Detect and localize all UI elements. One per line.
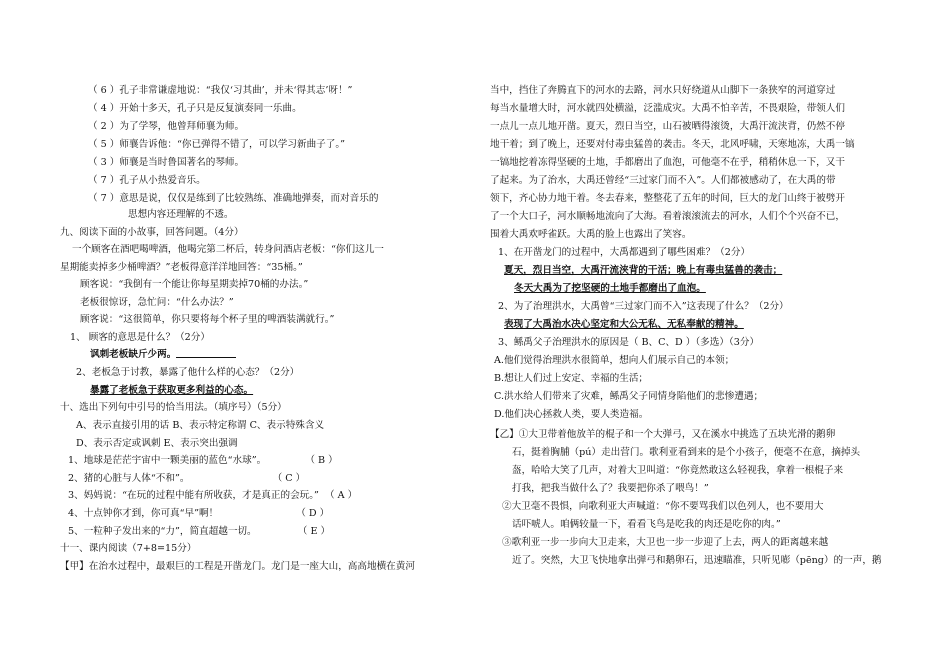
question-11-3: 3、鲧禹父子治理洪水的原因是（ B、C、D ）（多选）（3分） — [498, 337, 760, 348]
answer-9-2: 暴露了老板急于获取更多利益的心态。 — [90, 385, 254, 396]
passage-jia-line: 当中，挡住了奔腾直下的河水的去路，河水只好绕道从山脚下一条狭窄的河道穿过 — [490, 85, 836, 96]
order-item-4: （ 5 ）师襄告诉他：“你已弹得不错了，可以学习新曲子了。” — [88, 139, 346, 150]
quote-item-1: 1、地球是茫茫宇宙中一颗美丽的蓝色“水球”。 （ B ） — [68, 455, 338, 466]
story-line-2: 星期能卖掉多少桶啤酒？”老板得意洋洋地回答：“35桶。” — [60, 262, 303, 273]
order-item-7-cont: 思想内容还理解的不透。 — [128, 209, 234, 220]
option-d: D.他们决心拯救人类，要人类造福。 — [494, 409, 649, 420]
question-9-1: 1、 顾客的意思是什么？（2分） — [70, 332, 210, 343]
order-item-7: （ 7 ）意思是说，仅仅是练到了比较熟练、准确地弹奏，而对音乐的 — [88, 193, 379, 204]
passage-jia-line: 围着大禹欢呼雀跃。大禹的脸上也露出了笑容。 — [490, 229, 692, 240]
section-10-title: 十、选出下列句中引号的恰当用法。（填序号）（5分） — [60, 402, 287, 413]
passage-jia-line: 地干着；到了晚上，还要对付毒虫猛兽的袭击。冬天，北风呼啸，天寒地冻，大禹一镐 — [490, 139, 855, 150]
section-11-title: 十一、课内阅读（7+8=15分） — [60, 543, 197, 554]
story-line-5: 顾客说：“这很简单，你只要将每个杯子里的啤酒装满就行。” — [80, 314, 335, 325]
section-10-options-1: A、表示直接引用的话 B、表示特定称谓 C、表示特殊含义 — [76, 420, 325, 431]
answer-11-1a: 夏天，烈日当空，大禹汗流浃背的干活；晚上有毒虫猛兽的袭击； — [504, 265, 783, 276]
passage-jia-line: 了一个大口子，河水顺畅地流向了大海。看着滚滚流去的河水，人们个个兴奋不已， — [490, 211, 845, 222]
option-a: A.他们觉得治理洪水很简单，想向人们展示自己的本领； — [494, 355, 735, 366]
answer-11-1b: 冬天大禹为了挖坚硬的土地手都磨出了血泡。 — [514, 283, 706, 294]
answer-9-1: 讽刺老板缺斤少两。 — [90, 347, 236, 362]
passage-yi-line: ③歌利亚一步一步向大卫走来，大卫也一步一步迎了上去，两人的距离越来越 — [502, 537, 829, 548]
quote-item-5: 5、一粒种子发出来的“力”，简直超越一切。 （ E ） — [68, 526, 331, 537]
answer-11-2: 表现了大禹治水决心坚定和大公无私、无私奉献的精神。 — [504, 319, 744, 330]
passage-yi-line: 【乙】①大卫带着他放羊的棍子和一个大弹弓，又在溪水中挑选了五块光滑的鹅卵 — [490, 429, 836, 440]
question-11-2: 2、为了治理洪水，大禹曾“三过家门而不入”这表现了什么？（2分） — [498, 301, 789, 312]
passage-jia-line: 了起来。为了治水，大禹还曾经“三过家门而不入”。人们都被感动了，在大禹的带 — [490, 175, 836, 186]
order-item-2: （ 4 ）开始十多天，孔子只是反复演奏同一乐曲。 — [88, 103, 302, 114]
passage-jia-start: 【甲】在治水过程中，最艰巨的工程是开凿龙门。龙门是一座大山，高高地横在黄河 — [60, 561, 415, 572]
passage-yi-line: 打我，把我当做什么了？我要把你杀了喂鸟！” — [512, 483, 709, 494]
quote-item-3: 3、妈妈说：“在玩的过程中能有所收获，才是真正的会玩。” （ A ） — [68, 490, 358, 501]
order-item-1: （ 6 ）孔子非常谦虚地说：“我仅‘习其曲’，并未‘得其志’呀！” — [88, 85, 353, 96]
passage-yi-line: 近了。突然，大卫飞快地拿出弹弓和鹅卵石，迅速瞄准，只听见嘭（pēng）的一声，鹅 — [512, 555, 882, 566]
passage-jia-line: 一点儿一点儿地开凿。夏天，烈日当空，山石被晒得滚烫，大禹汗流浃背，仍然不停 — [490, 121, 845, 132]
option-b: B.想让人们过上安定、幸福的生活； — [494, 373, 649, 384]
story-line-3: 顾客说：“我倒有一个能让你每星期卖掉70桶的办法。” — [80, 279, 309, 290]
passage-yi-line: 石，挺着胸脯（pú）走出营门。歌利亚看到来的是个小孩子，便毫不在意，摘掉头 — [512, 447, 861, 458]
section-10-options-2: D、表示否定或讽刺 E、表示突出强调 — [76, 438, 238, 449]
question-11-1: 1、在开凿龙门的过程中，大禹都遇到了哪些困难？（2分） — [498, 247, 751, 258]
quote-item-2: 2、猪的心脏与人体“不和”。 （ C ） — [68, 473, 306, 484]
question-9-2: 2、老板急于讨教，暴露了他什么样的心态？（2分） — [76, 367, 300, 378]
order-item-3: （ 2 ）为了学琴，他曾拜师襄为师。 — [88, 121, 245, 132]
quote-item-4: 4、十点钟你才到，你可真“早”啊！ （ D ） — [68, 508, 330, 519]
passage-jia-line: 每当水量增大时，河水就四处横溢，泛滥成灾。大禹不怕辛苦，不畏艰险，带领人们 — [490, 103, 845, 114]
order-item-5: （ 3 ）师襄是当时鲁国著名的琴师。 — [88, 157, 245, 168]
passage-yi-line: 话吓唬人。咱俩较量一下，看看飞鸟是吃我的肉还是吃你的肉。” — [512, 519, 781, 530]
passage-yi-line: 盔，哈哈大笑了几声，对着大卫叫道：“你竟然敢这么轻视我，拿着一根棍子来 — [512, 465, 844, 476]
passage-yi-line: ②大卫毫不畏惧，向歌利亚大声喊道：“你不要骂我们以色列人，也不要用大 — [502, 501, 824, 512]
section-9-title: 九、阅读下面的小故事，回答问题。（4分） — [60, 227, 244, 238]
story-line-4: 老板很惊讶，急忙问：“什么办法？” — [80, 297, 234, 308]
passage-jia-line: 领下，齐心协力地干着。冬去春来，整整花了五年的时间，巨大的龙门山终于被劈开 — [490, 193, 845, 204]
story-line-1: 一个顾客在酒吧喝啤酒，他喝完第二杯后，转身问酒店老板：“你们这儿一 — [72, 244, 384, 255]
order-item-6: （ 7 ）孔子从小热爱音乐。 — [88, 175, 206, 186]
option-c: C.洪水给人们带来了灾难，鲧禹父子同情身陷他们的悲惨遭遇； — [494, 391, 764, 402]
passage-jia-line: 一镐地挖着冻得坚硬的土地，手都磨出了血泡，可他毫不在乎，稍稍休息一下，又干 — [490, 157, 845, 168]
